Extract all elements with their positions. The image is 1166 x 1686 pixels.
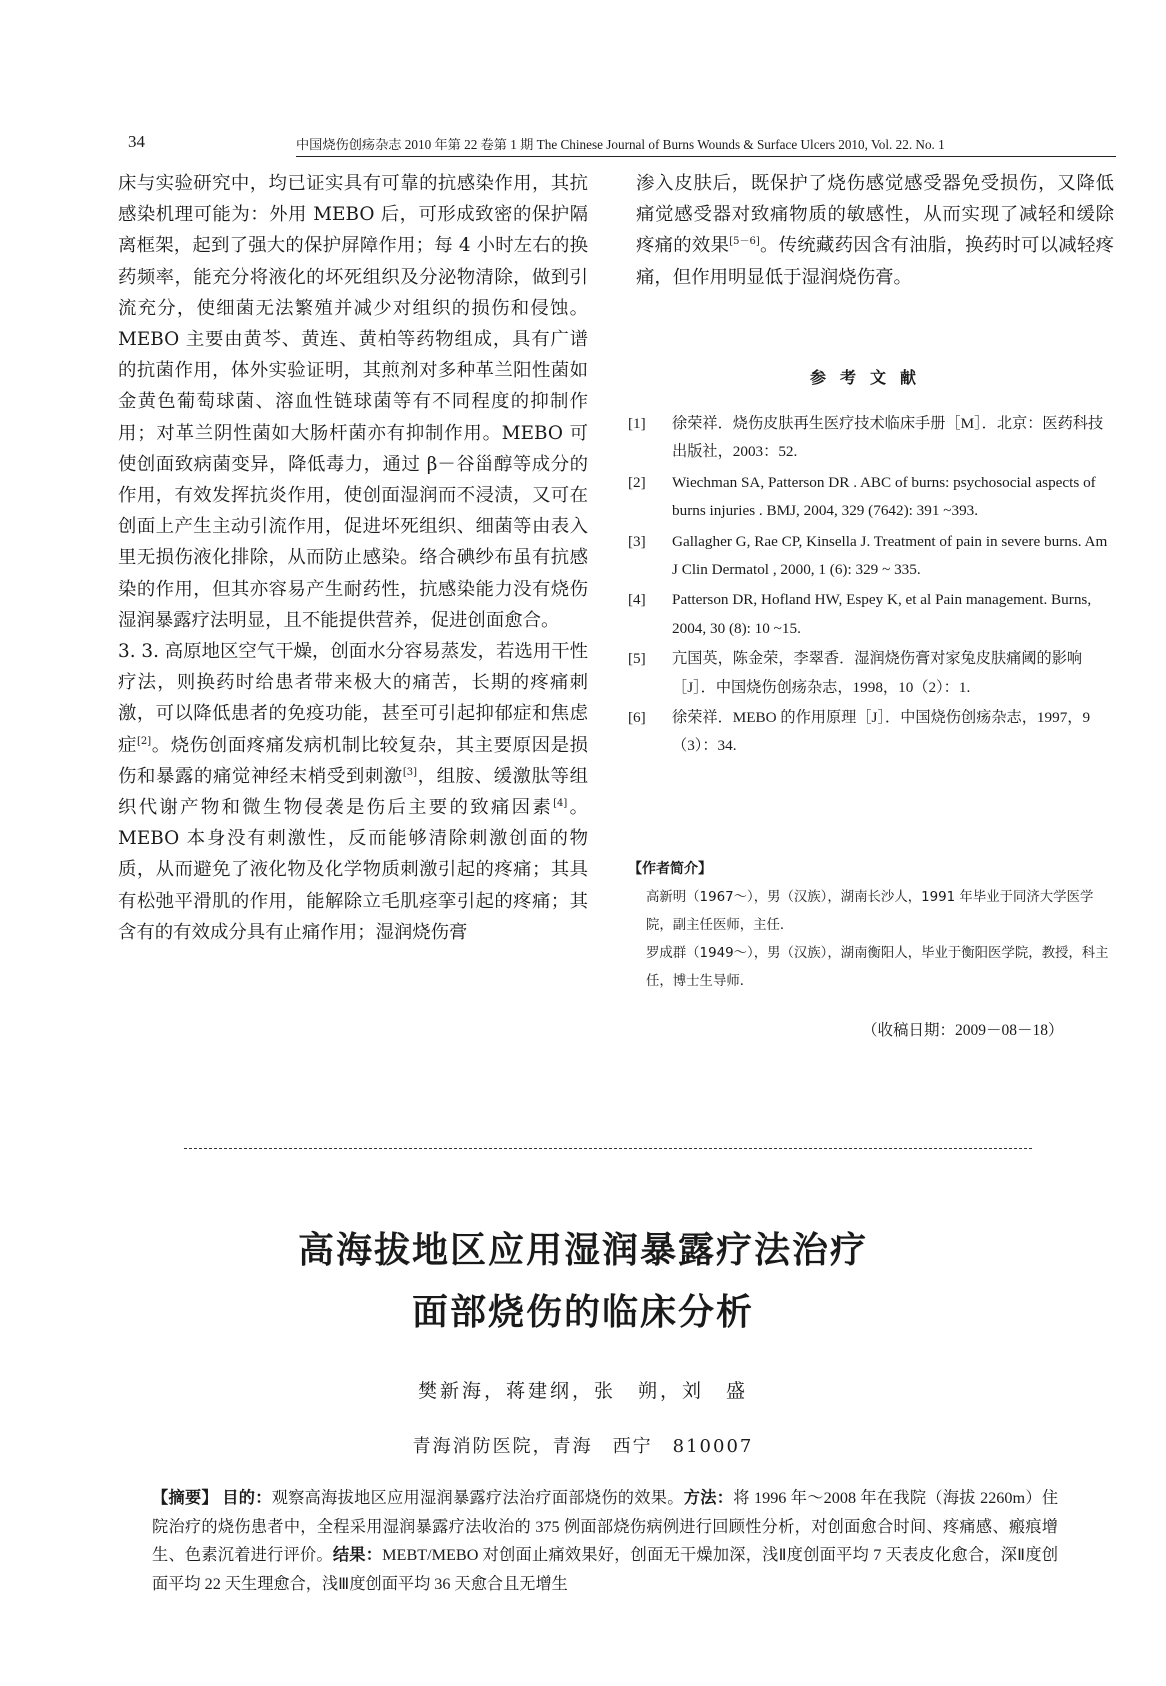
reference-number: [5] <box>628 650 646 668</box>
reference-item <box>628 645 1114 702</box>
reference-text: 亢国英，陈金荣，李翠香．湿润烧伤膏对家兔皮肤痛阈的影响［J］．中国烧伤创疡杂志，1998，10（2）：1. <box>672 650 1083 696</box>
citation-5-6: [5－6] <box>729 236 760 248</box>
references-title: 参考文献 <box>810 368 931 387</box>
abstract <box>152 1484 1058 1598</box>
reference-number: [2] <box>628 473 646 491</box>
author-bio-1: 高新明（1967～），男（汉族），湖南长沙人，1991 年毕业于同济大学医学院，副主任医师，主任． <box>646 890 1094 933</box>
p2-text-b: 。烧伤创面疼痛发病机制比较复杂，其主要原因是损伤和暴露的痛觉神经末梢受到刺激 <box>118 734 588 787</box>
p2-text-d: 。MEBO 本身没有刺激性，反而能够清除刺激创面的物质，从而避免了液化物及化学物质刺激引起的疼痛；其具有松弛平滑肌的作用，能解除立毛肌痉挛引起的疼痛；其含有的有效成分具有止痛作用；湿润烧伤膏 <box>118 797 588 943</box>
citation-2: [2] <box>137 735 152 747</box>
article-affiliation: 青海消防医院，青海 西宁 810007 <box>412 1436 754 1457</box>
reference-item <box>628 586 1114 643</box>
received-date: （收稿日期：2009－08－18） <box>862 1022 1064 1039</box>
purpose-text: 观察高海拔地区应用湿润暴露疗法治疗面部烧伤的效果。 <box>271 1489 684 1507</box>
article-title-line-2: 面部烧伤的临床分析 <box>411 1292 754 1333</box>
reference-text: Wiechman SA, Patterson DR . ABC of burns: psychosocial aspects of burns injuries . BMJ, 2004, 329 (7642): 391 ~393. <box>672 473 1096 520</box>
reference-item <box>628 469 1114 526</box>
article-divider <box>184 1148 1032 1149</box>
references-list <box>628 410 1114 763</box>
reference-text: Gallagher G, Rae CP, Kinsella J. Treatment of pain in severe burns. Am J Clin Dermatol , 2000, 1 (6): 329 ~ 335. <box>672 532 1108 579</box>
author-bio-title: 【作者简介】 <box>628 861 712 877</box>
p2-text-c: ，组胺、缓激肽等组织代谢产物和微生物侵袭是伤后主要的致痛因素 <box>118 765 588 819</box>
article-title-line-1: 高海拔地区应用湿润暴露疗法治疗 <box>297 1230 868 1271</box>
author-bio-2: 罗成群（1949～），男（汉族），湖南衡阳人，毕业于衡阳医学院，教授，科主任，博士生导师． <box>646 946 1109 989</box>
reference-number: [4] <box>628 591 646 609</box>
abstract-label: 【摘要】 <box>152 1489 218 1507</box>
reference-item <box>628 704 1114 761</box>
reference-number: [1] <box>628 415 646 432</box>
running-header: 中国烧伤创疡杂志 2010 年第 22 卷第 1 期 The Chinese Journal of Burns Wounds & Surface Ulcers 2010, Vol. 22. No. 1 <box>296 134 1116 157</box>
reference-number: [6] <box>628 709 646 727</box>
reference-number: [3] <box>628 532 646 550</box>
reference-text: 徐荣祥．MEBO 的作用原理［J］．中国烧伤创疡杂志，1997，9（3）：34. <box>672 709 1091 755</box>
purpose-label: 目的： <box>222 1489 272 1507</box>
right-column <box>636 168 1114 293</box>
p2-text-a: 3. 3. 高原地区空气干燥，创面水分容易蒸发，若选用干性疗法，则换药时给患者带来极大的痛苦，长期的疼痛刺激，可以降低患者的免疫功能，甚至可引起抑郁症和焦虑症 <box>118 641 588 756</box>
reference-text: Patterson DR, Hofland HW, Espey K, et al Pain management. Burns, 2004, 30 (8): 10 ~15. <box>672 591 1092 637</box>
left-paragraph-1: 床与实验研究中，均已证实具有可靠的抗感染作用，其抗感染机理可能为：外用 MEBO 后，可形成致密的保护隔离框架，起到了强大的保护屏障作用；每 4 小时左右的换药频率，能充分将液化的坏死组织及分泌物清除，做到引流充分，使细菌无法繁殖并减少对组织的损伤和侵蚀。MEBO 主要由黄芩、黄连、黄柏等药物组成，具有广谱的抗菌作用，体外实验证明，其煎剂对多种革兰阳性菌如金黄色葡萄球菌、溶血性链球菌等有不同程度的抑制作用；对革兰阴性菌如大肠杆菌亦有抑制作用。MEBO 可使创面致病菌变异，降低毒力，通过 β－谷甾醇等成分的作用，有效发挥抗炎作用，使创面湿润而不浸渍，又可在创面上产生主动引流作用，促进坏死组织、细菌等由表入里无损伤液化排除，从而防止感染。络合碘纱布虽有抗感染的作用，但其亦容易产生耐药性，抗感染能力没有烧伤湿润暴露疗法明显，且不能提供营养，促进创面愈合。 <box>118 173 588 631</box>
left-paragraph-2 <box>118 636 588 948</box>
result-text: MEBT/MEBO 对创面止痛效果好，创面无干燥加深，浅Ⅱ度创面平均 7 天表皮化愈合，深Ⅱ度创面平均 22 天生理愈合，浅Ⅲ度创面平均 36 天愈合且无增生 <box>152 1546 1059 1593</box>
method-text: 将 1996 年～2008 年在我院（海拔 2260m）住院治疗的烧伤患者中，全程采用湿润暴露疗法收治的 375 例面部烧伤病例进行回顾性分析，对创面愈合时间、疼痛感、瘢痕增生、色素沉着进行评价。 <box>152 1489 1059 1565</box>
rp1-text-a: 渗入皮肤后，既保护了烧伤感觉感受器免受损伤，又降低痛觉感受器对致痛物质的敏感性，从而实现了减轻和缓除疼痛的效果 <box>636 173 1114 257</box>
result-label: 结果： <box>332 1546 383 1565</box>
left-column <box>118 168 588 948</box>
article-authors: 樊新海，蒋建纲，张 朔，刘 盛 <box>417 1380 748 1402</box>
right-paragraph-1 <box>636 168 1114 293</box>
rp1-text-b: 。传统藏药因含有油脂，换药时可以减轻疼痛，但作用明显低于湿润烧伤膏。 <box>636 235 1114 288</box>
reference-text: 徐荣祥．烧伤皮肤再生医疗技术临床手册［M］．北京：医药科技出版社，2003：52. <box>672 415 1104 461</box>
citation-4: [4] <box>553 797 568 809</box>
page-number: 34 <box>128 132 145 151</box>
method-label: 方法： <box>683 1489 734 1507</box>
citation-3: [3] <box>402 766 418 778</box>
reference-item <box>628 410 1114 467</box>
reference-item <box>628 528 1114 585</box>
